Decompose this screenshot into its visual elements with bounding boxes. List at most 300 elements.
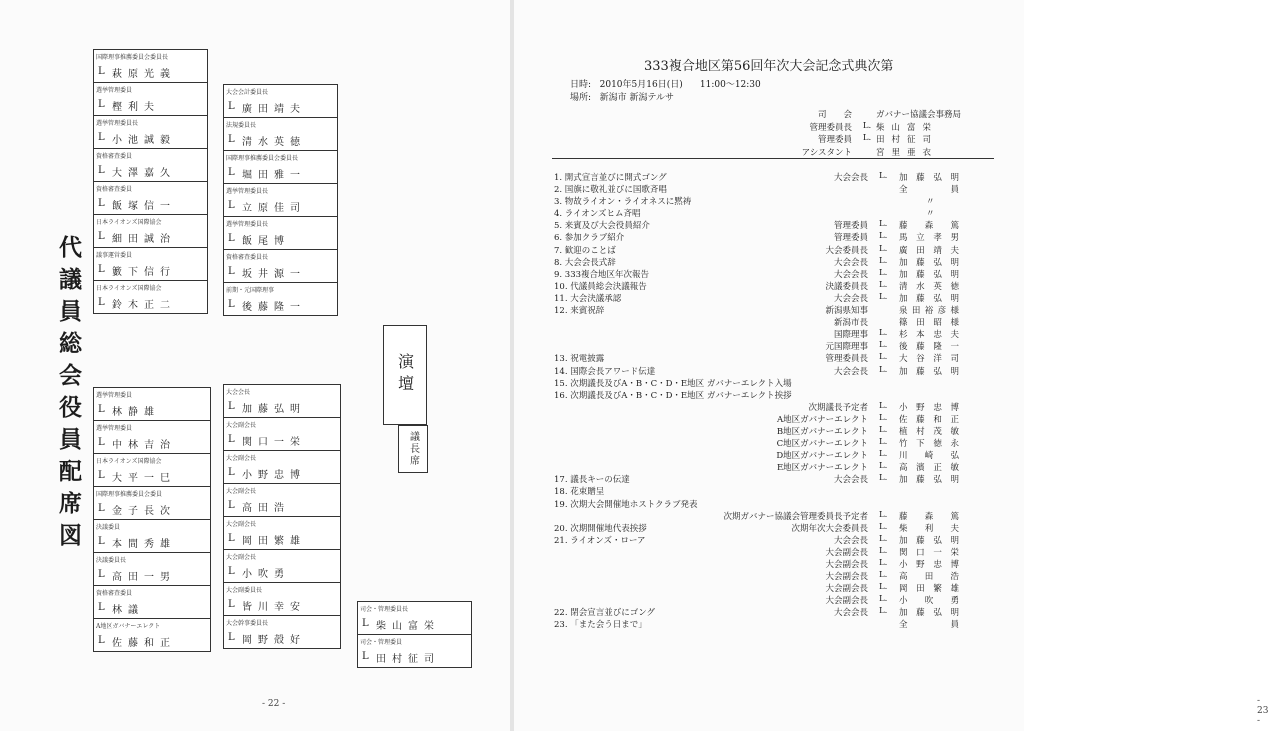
seat-role: 国際理事推薦委員会委員長 <box>96 54 169 61</box>
seat-column <box>223 385 341 649</box>
program-title: 333複合地区第56回年次大会記念式典次第 <box>644 59 894 74</box>
seat-mark: L <box>228 566 235 577</box>
item-name: 全員 <box>899 185 959 196</box>
item-text: 21. ライオンズ・ローア <box>554 535 646 546</box>
seat-card <box>93 49 208 83</box>
staff-mark <box>858 108 876 121</box>
item-text: 18. 花束贈呈 <box>554 487 605 498</box>
seat-card <box>223 117 338 151</box>
seat-name: 樫利夫 <box>112 102 160 113</box>
item-mark: L. <box>879 400 888 411</box>
program-item <box>554 522 966 534</box>
program-item <box>554 558 966 570</box>
seat-role: 日本ライオンズ国際協会 <box>96 285 162 292</box>
item-role: 新潟県知事 <box>825 306 868 317</box>
seat-name: 高田浩 <box>242 503 290 514</box>
podium: 演壇 <box>383 325 427 425</box>
right-page <box>514 0 1268 731</box>
program-item <box>554 328 966 340</box>
item-role: 大会会長 <box>833 608 868 619</box>
program-list <box>554 171 966 631</box>
program-item <box>554 244 966 256</box>
item-mark: L. <box>879 461 888 472</box>
item-text: 10. 代議員総会決議報告 <box>554 281 647 292</box>
ditto-mark: 〃 <box>926 197 935 208</box>
item-text: 9. 333複合地区年次報告 <box>554 269 650 280</box>
item-mark: L. <box>879 424 888 435</box>
item-role: 大会副会長 <box>825 547 868 558</box>
seat-role: 国際理事推薦委員会委員長 <box>226 155 299 162</box>
program-item <box>554 316 966 328</box>
seat-mark: L <box>228 134 235 145</box>
seat-name: 坂井源一 <box>242 269 306 280</box>
seat-name: 金子長次 <box>112 506 176 517</box>
seat-name: 岡野殻好 <box>242 635 306 646</box>
program-item <box>554 171 966 183</box>
seat-card <box>223 384 341 418</box>
seat-card <box>93 519 211 553</box>
program-item <box>554 231 966 243</box>
item-mark: L. <box>879 328 888 339</box>
program-item <box>554 401 966 413</box>
item-name: 佐藤和正 <box>899 414 959 425</box>
item-role: 大会会長 <box>833 293 868 304</box>
seat-card <box>93 552 211 586</box>
seat-mark: L <box>98 66 105 77</box>
divider <box>552 158 994 159</box>
program-item <box>554 510 966 522</box>
program-item <box>554 473 966 485</box>
seat-mark: L <box>228 167 235 178</box>
item-mark: L. <box>879 533 888 544</box>
seat-role: 資格審査委員 <box>96 153 133 160</box>
chair-seat: 議長席 <box>398 425 428 473</box>
seat-name: 細田誠治 <box>112 234 176 245</box>
seat-mark: L <box>228 533 235 544</box>
item-role: B地区ガバナーエレクト <box>776 426 868 437</box>
item-name: 高濱正敏 <box>899 463 959 474</box>
item-mark: L. <box>879 412 888 423</box>
seat-mark: L <box>362 618 369 629</box>
seat-card <box>93 486 211 520</box>
seat-card <box>93 82 208 116</box>
event-date: 日時: 2010年5月16日(日) 11:00～12:30 <box>570 80 761 90</box>
seat-mark: L <box>98 602 105 613</box>
item-name: 藤森篤 <box>899 511 959 522</box>
seat-card <box>357 601 472 635</box>
seat-role: 大会会長 <box>226 389 251 396</box>
staff-role: 管理委員 <box>817 135 852 145</box>
seat-card <box>93 247 208 281</box>
seat-mark: L <box>98 132 105 143</box>
program-item <box>554 195 966 207</box>
item-role: 大会委員長 <box>825 245 868 256</box>
item-text: 22. 閉会宣言並びにゴング <box>554 608 656 619</box>
item-role: 大会副会長 <box>825 572 868 583</box>
staff-mark: L. <box>862 120 872 131</box>
program-item <box>554 582 966 594</box>
seat-card <box>93 387 211 421</box>
item-mark: L. <box>879 509 888 520</box>
seat-card <box>357 634 472 668</box>
item-text: 16. 次期議長及びA・B・C・D・E地区 ガバナーエレクト挨拶 <box>554 390 792 401</box>
seat-name: 大澤嘉久 <box>112 168 176 179</box>
seat-name: 小池誠毅 <box>112 135 176 146</box>
item-mark: L. <box>879 473 888 484</box>
seat-role: 日本ライオンズ国際協会 <box>96 219 162 226</box>
seat-name: 田村征司 <box>376 654 440 665</box>
item-name: 加藤弘明 <box>899 366 959 377</box>
item-mark: L. <box>879 231 888 242</box>
seat-name: 林議 <box>112 605 144 616</box>
item-name: 柴利夫 <box>899 523 959 534</box>
program-item <box>554 546 966 558</box>
staff-mark <box>858 146 876 159</box>
seat-role: 大会副委員長 <box>226 587 263 594</box>
seat-mark: L <box>98 635 105 646</box>
program-item <box>554 292 966 304</box>
seat-mark: L <box>228 266 235 277</box>
item-role: 大会会長 <box>833 257 868 268</box>
seat-role: 大会副会長 <box>226 554 257 561</box>
item-role: 大会会長 <box>833 475 868 486</box>
item-role: E地区ガバナーエレクト <box>776 463 868 474</box>
item-role: 管理委員 <box>833 221 868 232</box>
staff-name: 宮里亜衣 <box>876 147 931 158</box>
item-role: 大会会長 <box>833 535 868 546</box>
item-text: 17. 議長キーの伝達 <box>554 475 630 486</box>
item-mark: L. <box>879 606 888 617</box>
event-place: 場所: 新潟市 新潟テルサ <box>570 93 675 103</box>
seat-role: 選挙管理委員長 <box>226 188 269 195</box>
item-text: 19. 次期大会開催地ホストクラブ発表 <box>554 499 698 510</box>
item-name: 大谷洋司 <box>899 354 959 365</box>
item-text: 20. 次期開催地代表挨拶 <box>554 523 647 534</box>
seat-name: 岡田繁雄 <box>242 536 306 547</box>
seat-mark: L <box>98 404 105 415</box>
seat-name: 小吹勇 <box>242 569 290 580</box>
item-text: 8. 大会会長式辞 <box>554 257 616 268</box>
item-name: 篠田昭様 <box>899 318 959 329</box>
seat-mark: L <box>98 569 105 580</box>
seat-card <box>93 115 208 149</box>
staff-role: 司 会 <box>817 110 852 120</box>
item-role: 元国際理事 <box>825 342 868 353</box>
seat-name: 籔下信行 <box>112 267 176 278</box>
seat-card <box>223 84 338 118</box>
item-role: 大会副会長 <box>825 596 868 607</box>
program-item <box>554 365 966 377</box>
item-text: 12. 来賓祝辞 <box>554 306 605 317</box>
item-mark: L. <box>879 582 888 593</box>
staff-name: 田村征司 <box>876 135 931 145</box>
item-role: C地区ガバナーエレクト <box>776 439 868 450</box>
program-item <box>554 377 966 389</box>
seat-name: 廣田靖夫 <box>242 104 306 115</box>
program-item <box>554 606 966 618</box>
program-item <box>554 352 966 364</box>
seat-card <box>93 148 208 182</box>
seat-column <box>357 602 472 668</box>
seat-role: 選挙管理委員 <box>96 87 133 94</box>
item-mark: L. <box>879 255 888 266</box>
seat-role: 司会・管理委員 <box>360 639 403 646</box>
seat-mark: L <box>98 165 105 176</box>
program-item <box>554 461 966 473</box>
seat-name: 高田一男 <box>112 572 176 583</box>
program-item <box>554 389 966 401</box>
seat-name: 関口一栄 <box>242 437 306 448</box>
item-role: 新潟市長 <box>833 318 868 329</box>
seat-column <box>223 85 338 316</box>
item-name: 竹下徳永 <box>899 439 959 450</box>
staff-list <box>772 108 962 158</box>
seat-role: 資格審査委員 <box>96 590 133 597</box>
program-item <box>554 280 966 292</box>
staff-row <box>772 133 931 146</box>
item-name: 加藤弘明 <box>899 269 959 280</box>
page-number: - 23 - <box>1257 696 1268 726</box>
item-mark: L. <box>879 570 888 581</box>
seat-card <box>223 216 338 250</box>
staff-name: 柴山富栄 <box>876 122 931 133</box>
item-text: 23. 「また会う日まで」 <box>554 620 647 631</box>
item-role: 管理委員長 <box>825 354 868 365</box>
seat-card <box>223 282 338 316</box>
item-text: 14. 国際会長アワード伝達 <box>554 366 656 377</box>
item-role: 大会会長 <box>833 173 868 183</box>
seat-role: 大会幹事委員長 <box>226 620 269 627</box>
seat-mark: L <box>98 264 105 275</box>
seat-card <box>223 249 338 283</box>
seat-role: 選挙管理委員長 <box>96 120 139 127</box>
seat-name: 林静雄 <box>112 407 160 418</box>
seat-role: 選挙管理委員長 <box>226 221 269 228</box>
item-name: 加藤弘明 <box>899 535 959 546</box>
item-name: 小野忠博 <box>899 402 959 413</box>
seat-mark: L <box>228 299 235 310</box>
seat-mark: L <box>228 632 235 643</box>
item-name: 廣田靖夫 <box>899 245 959 256</box>
program-item <box>554 183 966 195</box>
seat-name: 後藤隆一 <box>242 302 306 313</box>
item-mark: L. <box>879 267 888 278</box>
seat-mark: L <box>98 297 105 308</box>
seat-name: 小野忠博 <box>242 470 306 481</box>
program-item <box>554 268 966 280</box>
item-name: 小吹勇 <box>899 596 959 607</box>
item-text: 11. 大会決議承認 <box>554 293 622 304</box>
program-item <box>554 425 966 437</box>
seat-mark: L <box>98 99 105 110</box>
staff-role: アシスタント <box>801 147 852 158</box>
seat-card <box>93 618 211 652</box>
item-text: 1. 開式宣言並びに開式ゴング <box>554 173 667 183</box>
item-mark: L. <box>879 594 888 605</box>
seat-mark: L <box>228 434 235 445</box>
item-mark: L. <box>879 171 888 181</box>
seat-role: 大会会計委員長 <box>226 89 269 96</box>
seat-name: 加藤弘明 <box>242 404 306 415</box>
item-mark: L. <box>879 437 888 448</box>
item-text: 13. 祝電披露 <box>554 354 605 365</box>
item-role: 大会副会長 <box>825 560 868 570</box>
seat-role: 大会副会長 <box>226 488 257 495</box>
item-mark: L. <box>879 545 888 556</box>
item-name: 関口一栄 <box>899 547 959 558</box>
program-item <box>554 485 966 497</box>
program-item <box>554 304 966 316</box>
seat-name: 立原佳司 <box>242 203 306 214</box>
item-mark: L. <box>879 352 888 363</box>
seat-mark: L <box>98 470 105 481</box>
item-text: 7. 歓迎のことば <box>554 245 616 256</box>
staff-name: ガバナー協議会事務局 <box>876 110 962 120</box>
seat-card <box>223 516 341 550</box>
item-name: 藤森篤 <box>899 221 959 232</box>
seat-mark: L <box>98 536 105 547</box>
item-name: 杉本忠夫 <box>899 330 959 341</box>
staff-role: 管理委員長 <box>809 122 852 133</box>
seat-card <box>223 150 338 184</box>
seat-mark: L <box>228 599 235 610</box>
seat-role: 資格審査委員長 <box>226 254 269 261</box>
seat-role: 議事運営委員 <box>96 252 133 259</box>
seat-column <box>93 388 211 652</box>
item-role: 次期議長予定者 <box>808 402 868 413</box>
item-name: 加藤弘明 <box>899 293 959 304</box>
seat-role: 大会副会長 <box>226 422 257 429</box>
item-mark: L. <box>879 340 888 351</box>
item-text: 4. ライオンズヒム斉唱 <box>554 209 641 220</box>
seat-card <box>93 181 208 215</box>
seat-card <box>93 585 211 619</box>
seat-mark: L <box>362 651 369 662</box>
seat-role: 資格審査委員 <box>96 186 133 193</box>
seat-role: 選挙管理委員 <box>96 425 133 432</box>
seat-card <box>93 280 208 314</box>
seat-name: 柴山富栄 <box>376 621 440 632</box>
seat-role: 決議委員 <box>96 524 121 531</box>
seat-mark: L <box>228 101 235 112</box>
item-role: 国際理事 <box>833 330 868 341</box>
item-name: 後藤隆一 <box>899 342 959 353</box>
program-item <box>554 207 966 219</box>
item-name: 小野忠博 <box>899 560 959 570</box>
staff-row <box>772 146 931 159</box>
item-mark: L. <box>879 279 888 290</box>
item-role: 決議委員長 <box>825 281 868 292</box>
seat-card <box>93 214 208 248</box>
program-item <box>554 534 966 546</box>
seat-role: 大会副会長 <box>226 455 257 462</box>
item-name: 岡田繁雄 <box>899 584 959 595</box>
item-name: 馬立孝男 <box>899 233 959 244</box>
item-name: 高田浩 <box>899 572 959 583</box>
seat-name: 清水英徳 <box>242 137 306 148</box>
seat-mark: L <box>228 233 235 244</box>
seat-role: A地区ガバナーエレクト <box>96 623 161 630</box>
page-number: - 22 - <box>262 699 286 709</box>
ditto-mark: 〃 <box>926 209 935 220</box>
item-text: 2. 国旗に敬礼並びに国歌斉唱 <box>554 185 667 196</box>
item-role: 管理委員 <box>833 233 868 244</box>
item-mark: L. <box>879 449 888 460</box>
seat-mark: L <box>228 500 235 511</box>
staff-row <box>772 121 931 134</box>
seat-card <box>223 582 341 616</box>
seat-name: 飯塚信一 <box>112 201 176 212</box>
seat-role: 大会副会長 <box>226 521 257 528</box>
item-name: 加藤弘明 <box>899 608 959 619</box>
seat-role: 国際理事推薦委員会委員 <box>96 491 163 498</box>
program-item <box>554 618 966 630</box>
item-role: A地区ガバナーエレクト <box>777 414 868 425</box>
seat-column <box>93 50 208 314</box>
program-item <box>554 256 966 268</box>
seat-card <box>223 483 341 517</box>
seat-card <box>223 450 341 484</box>
item-mark: L. <box>879 291 888 302</box>
item-name: 川崎弘 <box>899 451 959 462</box>
seat-card <box>93 453 211 487</box>
program-item <box>554 340 966 352</box>
seat-name: 飯尾博 <box>242 236 290 247</box>
item-text: 3. 物故ライオン・ライオネスに黙祷 <box>554 197 692 208</box>
seat-mark: L <box>98 437 105 448</box>
program-item <box>554 594 966 606</box>
seat-role: 司会・管理委員長 <box>360 606 409 613</box>
seat-mark: L <box>228 467 235 478</box>
seat-name: 萩原光義 <box>112 69 176 80</box>
item-name: 泉田裕彦様 <box>899 306 959 317</box>
item-role: 大会会長 <box>833 366 868 377</box>
seating-chart-title: 代議員総会役員配席図 <box>55 235 82 555</box>
seat-role: 前期・元国際理事 <box>226 287 275 294</box>
seat-mark: L <box>98 231 105 242</box>
seat-mark: L <box>228 401 235 412</box>
left-page <box>0 0 510 731</box>
seat-name: 本間秀雄 <box>112 539 176 550</box>
seat-name: 佐藤和正 <box>112 638 176 649</box>
seat-card <box>93 420 211 454</box>
seat-mark: L <box>98 198 105 209</box>
item-text: 6. 参加クラブ紹介 <box>554 233 625 244</box>
seat-card <box>223 615 341 649</box>
staff-row <box>772 108 962 121</box>
seat-mark: L <box>98 503 105 514</box>
item-name: 植村茂敏 <box>899 426 959 437</box>
item-role: 次期年次大会委員長 <box>791 523 868 534</box>
item-name: 加藤弘明 <box>899 173 959 183</box>
seat-name: 皆川幸安 <box>242 602 306 613</box>
item-text: 15. 次期議長及びA・B・C・D・E地区 ガバナーエレクト入場 <box>554 378 792 389</box>
seat-role: 決議委員長 <box>96 557 127 564</box>
item-mark: L. <box>879 219 888 230</box>
program-item <box>554 219 966 231</box>
item-name: 全員 <box>899 620 959 631</box>
program-item <box>554 413 966 425</box>
seat-role: 日本ライオンズ国際協会 <box>96 458 162 465</box>
item-mark: L. <box>879 521 888 532</box>
seat-role: 法規委員長 <box>226 122 257 129</box>
item-role: 次期ガバナー協議会管理委員長予定者 <box>723 511 868 522</box>
seat-card <box>223 549 341 583</box>
program-item <box>554 437 966 449</box>
program-item <box>554 570 966 582</box>
seat-mark: L <box>228 200 235 211</box>
staff-mark: L. <box>862 133 872 143</box>
